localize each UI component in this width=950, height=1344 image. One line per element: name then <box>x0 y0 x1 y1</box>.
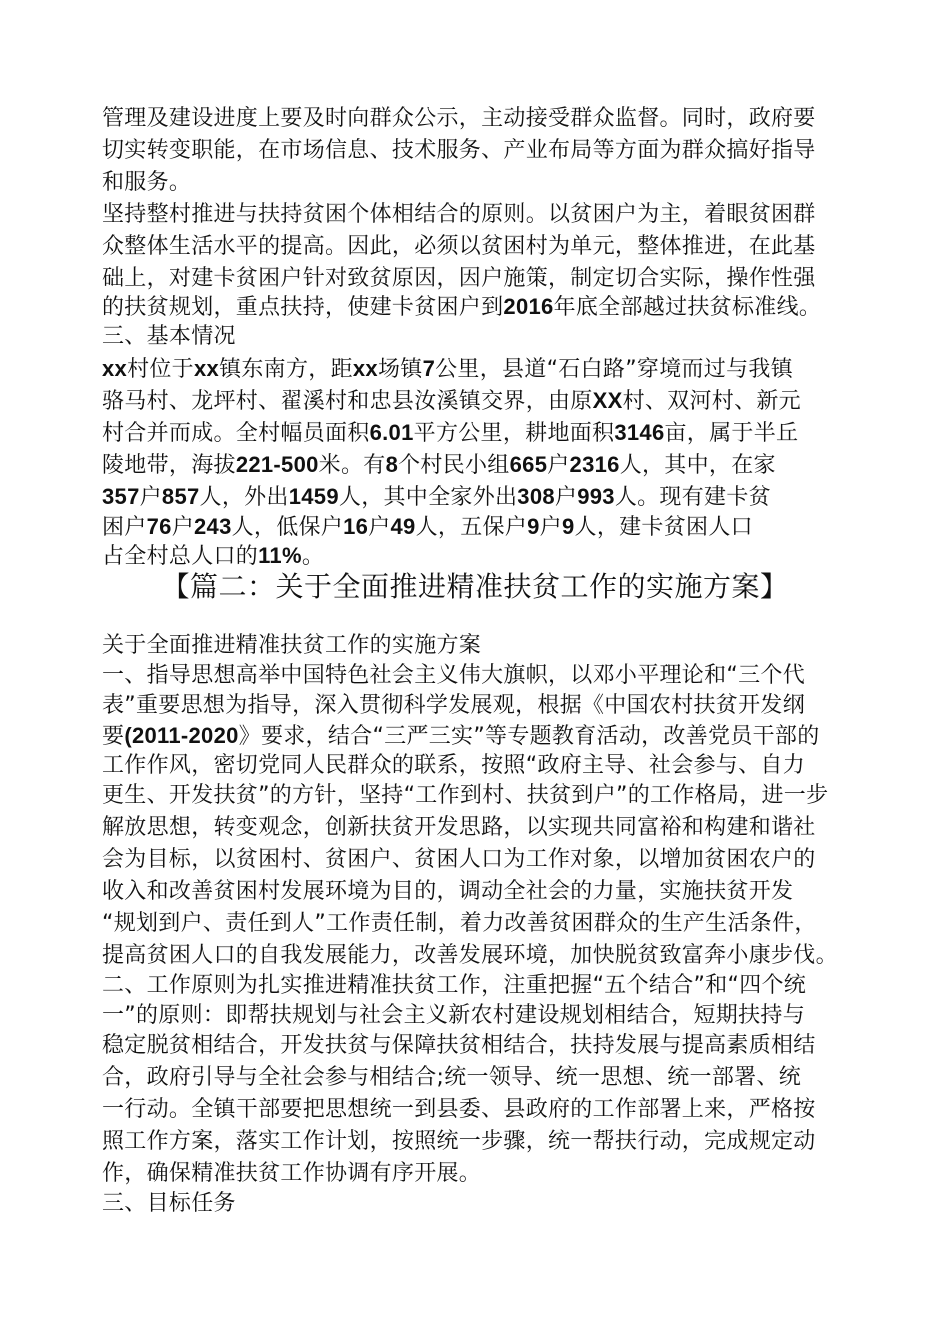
paragraph-line: 陵地带，海拔221-500米。有8个村民小组665户2316人，其中，在家 <box>102 452 776 478</box>
paragraph-line: 和服务。 <box>102 170 192 195</box>
paragraph-line: 工作作风，密切党同人民群众的联系，按照“政府主导、社会参与、自力 <box>102 753 805 778</box>
paragraph-line: 占全村总人口的11%。 <box>102 543 325 569</box>
paragraph-line: 表”重要思想为指导，深入贯彻科学发展观，根据《中国农村扶贫开发纲 <box>102 693 805 718</box>
paragraph-line: 管理及建设进度上要及时向群众公示，主动接受群众监督。同时，政府要 <box>102 106 816 131</box>
paragraph-line: 357户857人，外出1459人，其中全家外出308户993人。现有建卡贫 <box>102 484 771 510</box>
paragraph-line: 提高贫困人口的自我发展能力，改善发展环境，加快脱贫致富奔小康步伐。 <box>102 943 838 968</box>
paragraph-line: 作，确保精准扶贫工作协调有序开展。 <box>102 1161 482 1186</box>
section-heading: 三、目标任务 <box>102 1191 236 1216</box>
paragraph-line: 收入和改善贫困村发展环境为目的，调动全社会的力量，实施扶贫开发 <box>102 879 794 904</box>
paragraph-line: 的扶贫规划，重点扶持，使建卡贫困户到2016年底全部越过扶贫标准线。 <box>102 294 822 320</box>
paragraph-line: 照工作方案，落实工作计划，按照统一步骤，统一帮扶行动，完成规定动 <box>102 1129 816 1154</box>
paragraph-line: 众整体生活水平的提高。因此，必须以贫困村为单元，整体推进，在此基 <box>102 234 816 259</box>
paragraph-line: 村合并而成。全村幅员面积6.01平方公里，耕地面积3146亩，属于半丘 <box>102 420 799 446</box>
paragraph-line: 一”的原则：即帮扶规划与社会主义新农村建设规划相结合，短期扶持与 <box>102 1003 805 1028</box>
paragraph-line: 一行动。全镇干部要把思想统一到县委、县政府的工作部署上来，严格按 <box>102 1097 816 1122</box>
paragraph-line: 切实转变职能，在市场信息、技术服务、产业布局等方面为群众搞好指导 <box>102 138 816 163</box>
section-heading: 三、基本情况 <box>102 324 236 349</box>
plan-heading: 关于全面推进精准扶贫工作的实施方案 <box>102 633 482 658</box>
article-title: 【篇二：关于全面推进精准扶贫工作的实施方案】 <box>161 570 789 603</box>
paragraph-line: 要(2011-2020》要求，结合“三严三实”等专题教育活动，改善党员干部的 <box>102 723 820 749</box>
paragraph-line: 困户76户243人，低保户16户49人，五保户9户9人，建卡贫困人口 <box>102 514 753 540</box>
section-heading: 二、工作原则为扎实推进精准扶贫工作，注重把握“五个结合”和“四个统 <box>102 973 807 998</box>
paragraph-line: 更生、开发扶贫”的方针，坚持“工作到村、扶贫到户”的工作格局，进一步 <box>102 783 829 808</box>
paragraph-line: xx村位于xx镇东南方，距xx场镇7公里，县道“石白路”穿境而过与我镇 <box>102 356 794 382</box>
paragraph-line: 骆马村、龙坪村、翟溪村和忠县汝溪镇交界，由原XX村、双河村、新元 <box>102 388 801 414</box>
paragraph-line: 坚持整村推进与扶持贫困个体相结合的原则。以贫困户为主，着眼贫困群 <box>102 202 816 227</box>
paragraph-line: 一、指导思想高举中国特色社会主义伟大旗帜，以邓小平理论和“三个代 <box>102 663 805 688</box>
paragraph-line: 稳定脱贫相结合，开发扶贫与保障扶贫相结合，扶持发展与提高素质相结 <box>102 1033 816 1058</box>
paragraph-line: 合，政府引导与全社会参与相结合;统一领导、统一思想、统一部署、统 <box>102 1065 802 1090</box>
paragraph-line: 解放思想，转变观念，创新扶贫开发思路，以实现共同富裕和构建和谐社 <box>102 815 816 840</box>
paragraph-line: “规划到户、责任到人”工作责任制，着力改善贫困群众的生产生活条件， <box>102 911 817 936</box>
paragraph-line: 础上，对建卡贫困户针对致贫原因，因户施策，制定切合实际，操作性强 <box>102 266 816 291</box>
paragraph-line: 会为目标，以贫困村、贫困户、贫困人口为工作对象，以增加贫困农户的 <box>102 847 816 872</box>
